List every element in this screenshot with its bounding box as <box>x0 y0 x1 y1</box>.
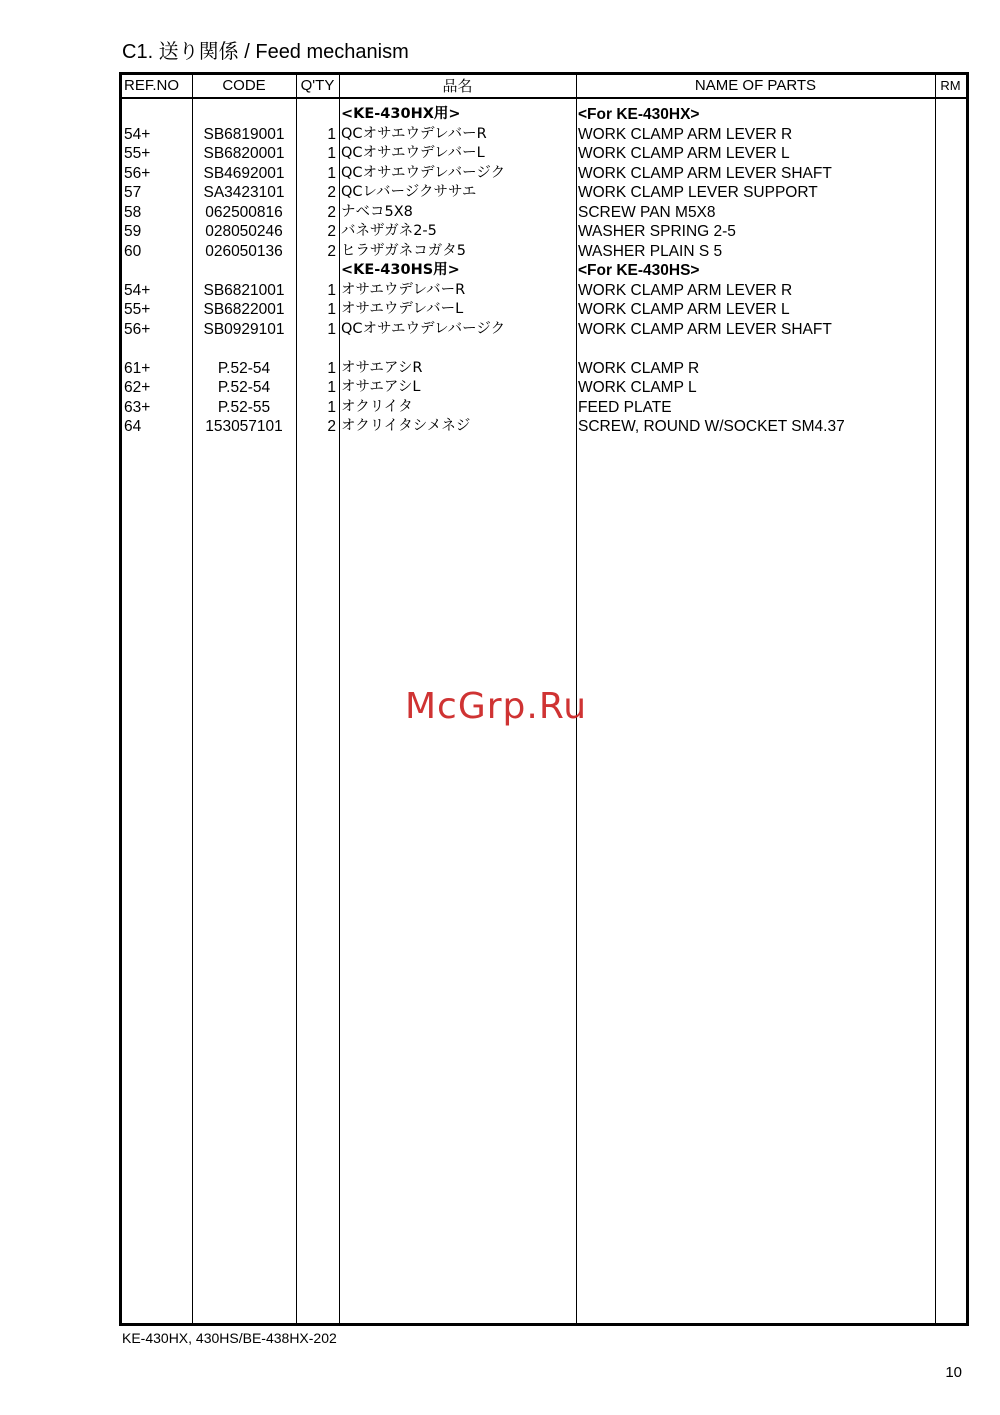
name-cell: FEED PLATE <box>578 398 672 416</box>
jp-name-cell: オサエウデレバーR <box>341 281 466 298</box>
name-cell: SCREW PAN M5X8 <box>578 203 716 221</box>
table-row <box>122 222 966 242</box>
code-cell: 028050246 <box>205 223 283 240</box>
name-cell: WASHER PLAIN S 5 <box>578 242 723 260</box>
jp-name-cell: <KE-430HX用> <box>341 106 461 122</box>
name-cell: <For KE-430HX> <box>578 106 700 123</box>
name-cell: WORK CLAMP ARM LEVER SHAFT <box>578 320 832 338</box>
header-rm: RM <box>940 78 961 93</box>
qty-cell: 2 <box>327 184 336 201</box>
code-cell: SA3423101 <box>203 184 285 201</box>
table-row <box>122 359 966 379</box>
code-cell: 026050136 <box>205 242 283 260</box>
header-qty: Q'TY <box>300 77 335 94</box>
table-row <box>122 183 966 203</box>
ref-cell: 64 <box>124 418 142 435</box>
qty-cell: 1 <box>327 125 336 143</box>
table-row <box>122 398 966 418</box>
qty-cell: 1 <box>327 379 336 396</box>
jp-name-cell: オサエアシL <box>341 379 421 395</box>
ref-cell: 58 <box>124 203 142 221</box>
jp-name-cell: QCオサエウデレバーL <box>341 145 485 161</box>
table-row <box>122 378 966 398</box>
header-jp-name: 品名 <box>442 77 473 95</box>
ref-cell: 54+ <box>124 281 151 299</box>
table-row <box>122 203 966 223</box>
table-row <box>122 300 966 320</box>
jp-name-cell: ヒラザガネコガタ5 <box>341 242 466 259</box>
table-row <box>122 339 966 359</box>
code-cell: 062500816 <box>205 203 283 221</box>
qty-cell: 1 <box>327 145 336 162</box>
jp-name-cell: バネザガネ2-5 <box>341 223 437 239</box>
jp-name-cell: QCレバージクササエ <box>341 184 477 200</box>
name-cell: WORK CLAMP R <box>578 359 700 377</box>
qty-cell: 1 <box>327 164 336 182</box>
ref-cell: 55+ <box>124 145 151 162</box>
code-cell: P.52-54 <box>217 379 271 396</box>
code-cell: SB6819001 <box>203 125 285 143</box>
jp-name-cell: QCオサエウデレバーR <box>341 125 487 142</box>
table-row <box>122 144 966 164</box>
ref-cell: 56+ <box>124 320 151 338</box>
jp-name-cell: ナベコ5X8 <box>341 203 413 220</box>
qty-cell: 2 <box>327 242 336 260</box>
watermark: McGrp.Ru <box>405 686 588 727</box>
name-cell: WASHER SPRING 2-5 <box>578 223 736 240</box>
ref-cell: 59 <box>124 223 142 240</box>
table-row <box>122 242 966 262</box>
code-cell: SB6821001 <box>203 281 285 299</box>
qty-cell: 2 <box>327 418 336 435</box>
jp-name-cell: オクリイタシメネジ <box>341 418 471 434</box>
code-cell: 153057101 <box>205 418 283 435</box>
table-row <box>122 320 966 340</box>
name-cell: <For KE-430HS> <box>578 262 700 279</box>
code-cell: P.52-55 <box>217 398 271 416</box>
ref-cell: 60 <box>124 242 142 260</box>
qty-cell: 1 <box>327 281 336 299</box>
qty-cell: 1 <box>327 359 336 377</box>
name-cell: WORK CLAMP ARM LEVER L <box>578 301 790 318</box>
jp-name-cell: QCオサエウデレバージク <box>341 320 506 337</box>
qty-cell: 2 <box>327 203 336 221</box>
jp-name-cell: QCオサエウデレバージク <box>341 164 506 181</box>
jp-name-cell: オクリイタ <box>341 398 413 415</box>
table-group-header <box>122 105 966 125</box>
jp-name-cell: オサエアシR <box>341 359 423 376</box>
table-header <box>122 75 966 99</box>
name-cell: WORK CLAMP ARM LEVER R <box>578 281 793 299</box>
code-cell: SB6820001 <box>203 145 285 162</box>
ref-cell: 56+ <box>124 164 151 182</box>
code-cell: SB4692001 <box>203 164 285 182</box>
name-cell: WORK CLAMP LEVER SUPPORT <box>578 184 818 201</box>
table-group-header <box>122 261 966 281</box>
name-cell: WORK CLAMP ARM LEVER SHAFT <box>578 164 832 182</box>
page-number: 10 <box>945 1364 962 1381</box>
ref-cell: 57 <box>124 184 142 201</box>
footer-model: KE-430HX, 430HS/BE-438HX-202 <box>122 1330 337 1346</box>
jp-name-cell: <KE-430HS用> <box>341 262 460 278</box>
code-cell: P.52-54 <box>217 359 271 377</box>
qty-cell: 2 <box>327 223 336 240</box>
ref-cell: 54+ <box>124 125 151 143</box>
name-cell: WORK CLAMP ARM LEVER R <box>578 125 793 143</box>
ref-cell: 63+ <box>124 398 151 416</box>
ref-cell: 62+ <box>124 379 151 396</box>
name-cell: WORK CLAMP L <box>578 379 697 396</box>
name-cell: WORK CLAMP ARM LEVER L <box>578 145 790 162</box>
table-body <box>122 105 966 437</box>
header-code: CODE <box>222 77 266 94</box>
qty-cell: 1 <box>327 398 336 416</box>
jp-name-cell: オサエウデレバーL <box>341 301 464 317</box>
qty-cell: 1 <box>327 301 336 318</box>
ref-cell: 61+ <box>124 359 151 377</box>
header-name: NAME OF PARTS <box>694 77 817 94</box>
table-row <box>122 281 966 301</box>
code-cell: SB6822001 <box>203 301 285 318</box>
header-ref: REF.NO <box>124 77 180 94</box>
code-cell: SB0929101 <box>203 320 285 338</box>
table-row <box>122 164 966 184</box>
table-row <box>122 125 966 145</box>
qty-cell: 1 <box>327 320 336 338</box>
ref-cell: 55+ <box>124 301 151 318</box>
table-row <box>122 417 966 437</box>
page-title: C1. 送り関係 / Feed mechanism <box>122 41 409 63</box>
name-cell: SCREW, ROUND W/SOCKET SM4.37 <box>578 418 845 435</box>
